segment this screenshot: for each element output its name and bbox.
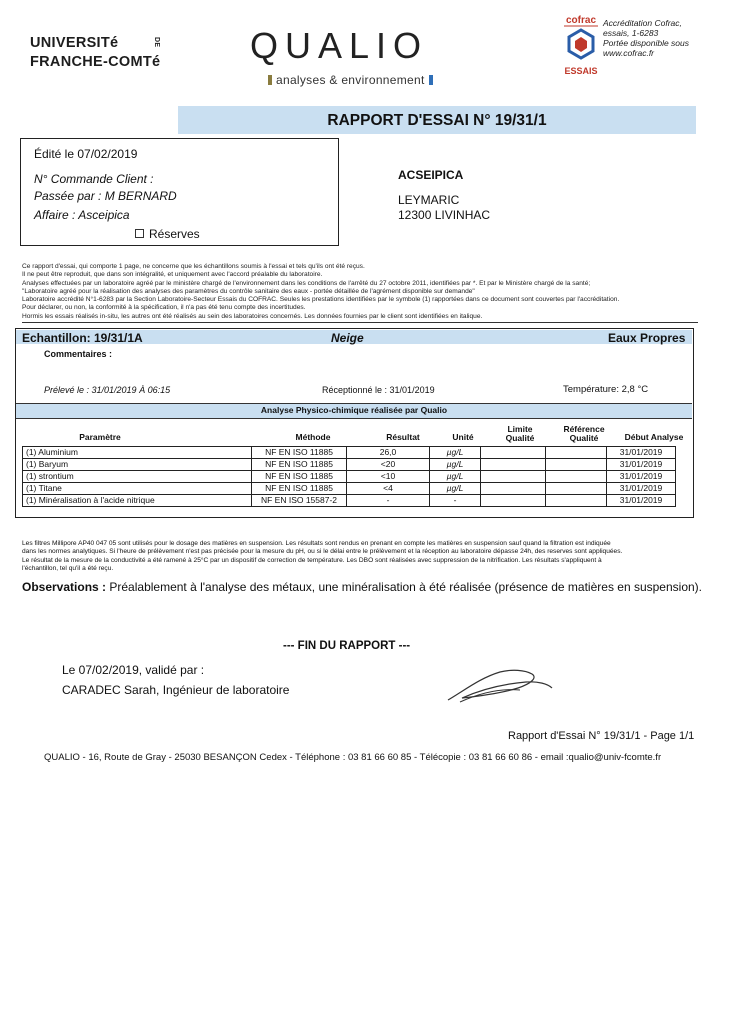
- unit-cell: µg/L: [430, 459, 481, 471]
- limit-cell: [481, 459, 546, 471]
- header-limit: [488, 425, 552, 443]
- date-cell: 31/01/2019: [607, 483, 676, 495]
- date-cell: 31/01/2019: [607, 459, 676, 471]
- method-notes: [22, 540, 712, 574]
- header-limit-line2: Qualité: [505, 433, 535, 443]
- unit-cell: -: [430, 495, 481, 507]
- result-cell: <20: [347, 459, 430, 471]
- unit-cell: µg/L: [430, 447, 481, 459]
- method-cell: NF EN ISO 11885: [252, 471, 347, 483]
- reserves-checkbox[interactable]: [135, 229, 144, 238]
- header-ref-line1: Référence: [563, 424, 605, 434]
- method-cell: NF EN ISO 15587-2: [252, 495, 347, 507]
- edited-date: Édité le 07/02/2019: [34, 147, 138, 161]
- header-start: Début Analyse: [624, 432, 684, 442]
- recipient-name: ACSEIPICA: [398, 168, 464, 182]
- tagline-bar-right: [429, 75, 433, 85]
- page-reference: Rapport d'Essai N° 19/31/1 - Page 1/1: [508, 730, 695, 742]
- tagline-text: analyses & environnement: [276, 73, 425, 87]
- header-limit-line1: Limite: [507, 424, 533, 434]
- university-de: DE: [153, 37, 160, 48]
- result-cell: -: [347, 495, 430, 507]
- report-title: RAPPORT D'ESSAI N° 19/31/1: [327, 112, 547, 129]
- client-box: [20, 138, 339, 246]
- affair: Affaire : Asceipica: [34, 208, 130, 222]
- reference-cell: [546, 483, 607, 495]
- cofrac-line: www.cofrac.fr: [603, 48, 655, 58]
- qualio-logo: QUALIO: [250, 25, 429, 66]
- disclaimer-line: Ce rapport d'essai, qui comporte 1 page, ne concerne que les échantillons soumis à l'essai et tels qu'ils ont été reçus.: [22, 263, 365, 270]
- param-cell: (1) Baryum: [23, 459, 252, 471]
- end-of-report: --- FIN DU RAPPORT ---: [283, 640, 411, 652]
- param-cell: (1) Titane: [23, 483, 252, 495]
- disclaimer-line: Pour déclarer, ou non, la conformité à la spécification, il n'a pas été tenu compte des incertitudes.: [22, 304, 306, 312]
- unit-cell: µg/L: [430, 483, 481, 495]
- disclaimer-line: Il ne peut être reproduit, que dans son intégralité, et uniquement avec l'accord préalable du laboratoire.: [22, 271, 323, 279]
- reserves-option[interactable]: [135, 227, 200, 241]
- disclaimer-divider: [22, 322, 698, 323]
- param-cell: (1) strontium: [23, 471, 252, 483]
- header-result: Résultat: [386, 432, 420, 442]
- observations-label: Observations :: [22, 580, 107, 594]
- header-unit: Unité: [452, 432, 474, 442]
- university-logo: [30, 34, 160, 72]
- table-row: [23, 483, 676, 495]
- date-cell: 31/01/2019: [607, 447, 676, 459]
- cofrac-essais-text: ESSAIS: [564, 66, 598, 76]
- order-label: N° Commande Client :: [34, 172, 154, 186]
- sample-matrix: Neige: [331, 331, 364, 345]
- header-reference: [554, 425, 614, 443]
- method-cell: NF EN ISO 11885: [252, 483, 347, 495]
- param-cell: (1) Minéralisation à l'acide nitrique: [23, 495, 252, 507]
- table-row: [23, 447, 676, 459]
- observations-text: Préalablement à l'analyse des métaux, une minéralisation à été réalisée (présence de matières en suspension).: [109, 580, 702, 594]
- sampled-date: Prélevé le : 31/01/2019 À 06:15: [44, 385, 171, 395]
- disclaimer-line: Laboratoire accrédité N°1-6283 par la Section Laboratoire-Secteur Essais du COFRAC. Seules les prestations identifiées par le symbole (1) rapportées dans ce document sont couvertes par l'accréditation.: [22, 296, 620, 304]
- unit-cell: µg/L: [430, 471, 481, 483]
- comments-label: Commentaires :: [44, 349, 113, 359]
- cofrac-line: Accréditation Cofrac,: [603, 18, 682, 28]
- reference-cell: [546, 459, 607, 471]
- note-line: Les filtres Millipore AP40 047 05 sont utilisés pour le dosage des matières en suspension. Les résultats sont rendus en prenant en compte les matières en suspension sauf quand la filtration est indiquée: [22, 540, 611, 547]
- cofrac-line: essais, 1-6283: [603, 28, 659, 38]
- reserves-label: Réserves: [149, 227, 200, 241]
- cofrac-accreditation: [603, 18, 689, 58]
- note-line: Le résultat de la mesure de la conductivité a été ramené à 25°C par un dispositif de correction de température. Les DBO sont réalisées avec suppression de la nitrification. Les résultats s'appliquent à: [22, 556, 602, 564]
- qualio-tagline: [268, 73, 433, 87]
- signer-name: CARADEC Sarah, Ingénieur de laboratoire: [62, 683, 290, 697]
- validation: [62, 660, 289, 700]
- analysis-title: Analyse Physico-chimique réalisée par Qualio: [260, 405, 448, 415]
- note-line: dans les normes analytiques. Si l'heure de prélèvement n'est pas précisée pour la mesure du pH, ou si le délai entre le prélèvement et la réception au laboratoire dépasse 24h, des reserves sont appliquées.: [22, 548, 623, 556]
- date-cell: 31/01/2019: [607, 495, 676, 507]
- limit-cell: [481, 471, 546, 483]
- header-method: Méthode: [295, 432, 331, 442]
- sample-id: Echantillon: 19/31/1A: [22, 331, 143, 345]
- validation-date: Le 07/02/2019, validé par :: [62, 663, 205, 677]
- received-date: Réceptionné le : 31/01/2019: [322, 385, 435, 395]
- limit-cell: [481, 447, 546, 459]
- header-param: Paramètre: [79, 432, 121, 442]
- header-ref-line2: Qualité: [569, 433, 599, 443]
- sample-type: Eaux Propres: [608, 331, 686, 345]
- table-row: [23, 495, 676, 507]
- recipient-line2: 12300 LIVINHAC: [398, 208, 491, 222]
- reference-cell: [546, 471, 607, 483]
- disclaimer-line: Analyses effectuées par un laboratoire agréé par le ministère chargé de l'environnement dans les conditions de l'arrêté du 27 octobre 2011, identifiées par *. Et par le Ministère chargé de la santé;: [22, 279, 591, 287]
- temperature: Température: 2,8 °C: [563, 384, 649, 395]
- footer-address: QUALIO - 16, Route de Gray - 25030 BESANÇON Cedex - Téléphone : 03 81 66 60 85 - Télécopie : 03 81 66 60 86 - email :qualio@univ-fcomte.fr: [44, 752, 662, 763]
- note-line: l'échantillon, tel qu'il a été reçu.: [22, 565, 114, 573]
- table-row: [23, 459, 676, 471]
- disclaimer: [22, 263, 712, 321]
- disclaimer-line: Hormis les essais réalisés in-situ, les autres ont été réalisés au sein des laboratoires concernés. Les données fournies par le client sont identifiées en italique.: [22, 312, 483, 320]
- recipient-line1: LEYMARIC: [398, 193, 460, 207]
- result-cell: 26,0: [347, 447, 430, 459]
- disclaimer-line: "Laboratoire agréé pour la réalisation des analyses des paramètres du contrôle sanitaire des eaux - portée détaillée de l'agrément disponible sur demande": [22, 287, 475, 295]
- university-line2: FRANCHE-COMTé: [30, 54, 161, 70]
- cofrac-logo-icon: [562, 12, 600, 80]
- observations: [22, 580, 702, 594]
- method-cell: NF EN ISO 11885: [252, 447, 347, 459]
- passed-by: Passée par : M BERNARD: [34, 189, 177, 203]
- param-cell: (1) Aluminium: [23, 447, 252, 459]
- table-row: [23, 471, 676, 483]
- date-cell: 31/01/2019: [607, 471, 676, 483]
- result-cell: <4: [347, 483, 430, 495]
- reference-cell: [546, 447, 607, 459]
- tagline-bar-left: [268, 75, 272, 85]
- university-line1: UNIVERSITé: [30, 35, 119, 51]
- reference-cell: [546, 495, 607, 507]
- limit-cell: [481, 495, 546, 507]
- limit-cell: [481, 483, 546, 495]
- cofrac-logo-text: cofrac: [565, 15, 597, 26]
- cofrac-line: Portée disponible sous: [603, 38, 690, 48]
- result-cell: <10: [347, 471, 430, 483]
- results-table: [22, 446, 676, 507]
- signature-icon: [440, 660, 560, 710]
- method-cell: NF EN ISO 11885: [252, 459, 347, 471]
